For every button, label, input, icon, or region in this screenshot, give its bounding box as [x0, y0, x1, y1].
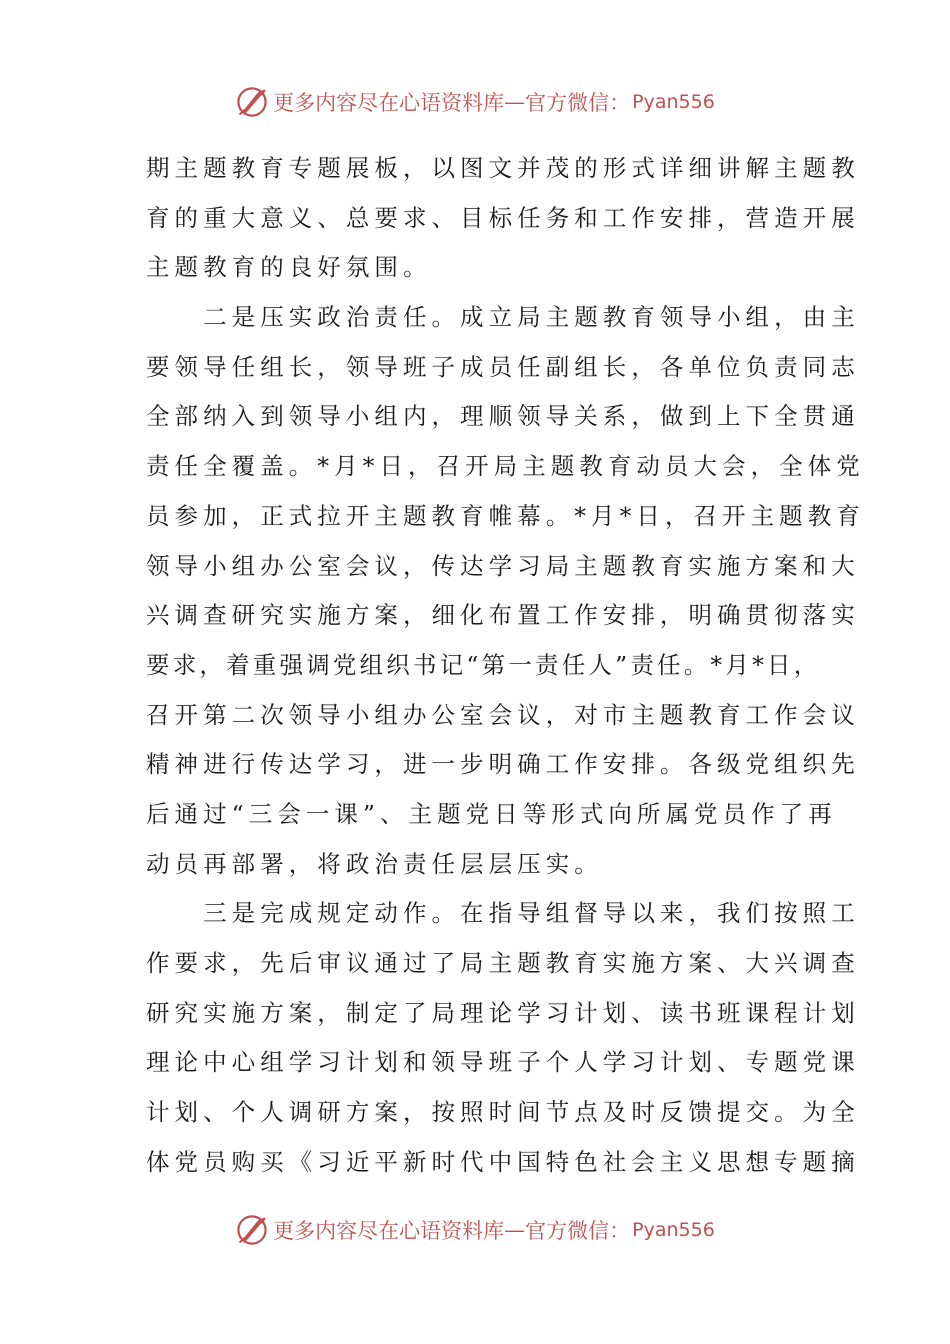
header-wechat-label: 官方微信：	[525, 91, 631, 115]
body-line: 体党员购买《习近平新时代中国特色社会主义思想专题摘	[146, 1147, 860, 1176]
body-line: 领导小组办公室会议，传达学习局主题教育实施方案和大	[146, 551, 860, 580]
body-line: 要求，着重强调党组织书记“第一责任人”责任。*月*日，	[146, 650, 821, 679]
body-line: 计划、个人调研方案，按照时间节点及时反馈提交。为全	[146, 1098, 860, 1127]
footer-banner	[0, 1210, 950, 1250]
body-line: 二是压实政治责任。成立局主题教育领导小组，由主	[146, 303, 860, 332]
body-line: 主题教育的良好氛围。	[146, 253, 432, 282]
body-line: 责任全覆盖。*月*日，召开局主题教育动员大会，全体党	[146, 452, 865, 481]
body-line: 理论中心组学习计划和领导班子个人学习计划、专题党课	[146, 1048, 860, 1077]
body-line: 后通过“三会一课”、主题党日等形式向所属党员作了再	[146, 799, 837, 828]
footer-dash: —	[504, 1218, 526, 1242]
body-line: 研究实施方案，制定了局理论学习计划、读书班课程计划	[146, 998, 860, 1027]
quill-logo-icon	[235, 85, 269, 119]
body-line: 期主题教育专题展板，以图文并茂的形式详细讲解主题教	[146, 154, 860, 182]
document-body	[146, 144, 865, 1187]
footer-brand-text: 更多内容尽在心语资料库	[273, 1219, 505, 1243]
body-line: 召开第二次领导小组办公室会议，对市主题教育工作会议	[146, 700, 860, 729]
body-line: 兴调查研究实施方案，细化布置工作安排，明确贯彻落实	[146, 601, 860, 630]
body-line: 全部纳入到领导小组内，理顺领导关系，做到上下全贯通	[146, 402, 860, 431]
body-line: 育的重大意义、总要求、目标任务和工作安排，营造开展	[146, 203, 860, 232]
body-line: 员参加，正式拉开主题教育帷幕。*月*日，召开主题教育	[146, 501, 865, 530]
body-line: 精神进行传达学习，进一步明确工作安排。各级党组织先	[146, 750, 860, 779]
body-line: 动员再部署，将政治责任层层压实。	[146, 849, 603, 878]
header-wechat-id: Pyan556	[632, 91, 715, 113]
body-line: 作要求，先后审议通过了局主题教育实施方案、大兴调查	[146, 949, 860, 977]
footer-wechat-id: Pyan556	[632, 1219, 715, 1241]
header-brand-text: 更多内容尽在心语资料库	[273, 91, 505, 115]
footer-wechat-label: 官方微信：	[525, 1219, 631, 1243]
body-line: 要领导任组长，领导班子成员任副组长，各单位负责同志	[146, 352, 860, 381]
quill-logo-icon	[235, 1213, 269, 1247]
body-line: 三是完成规定动作。在指导组督导以来，我们按照工	[146, 899, 860, 928]
header-banner	[0, 82, 950, 122]
header-dash: —	[504, 90, 526, 114]
